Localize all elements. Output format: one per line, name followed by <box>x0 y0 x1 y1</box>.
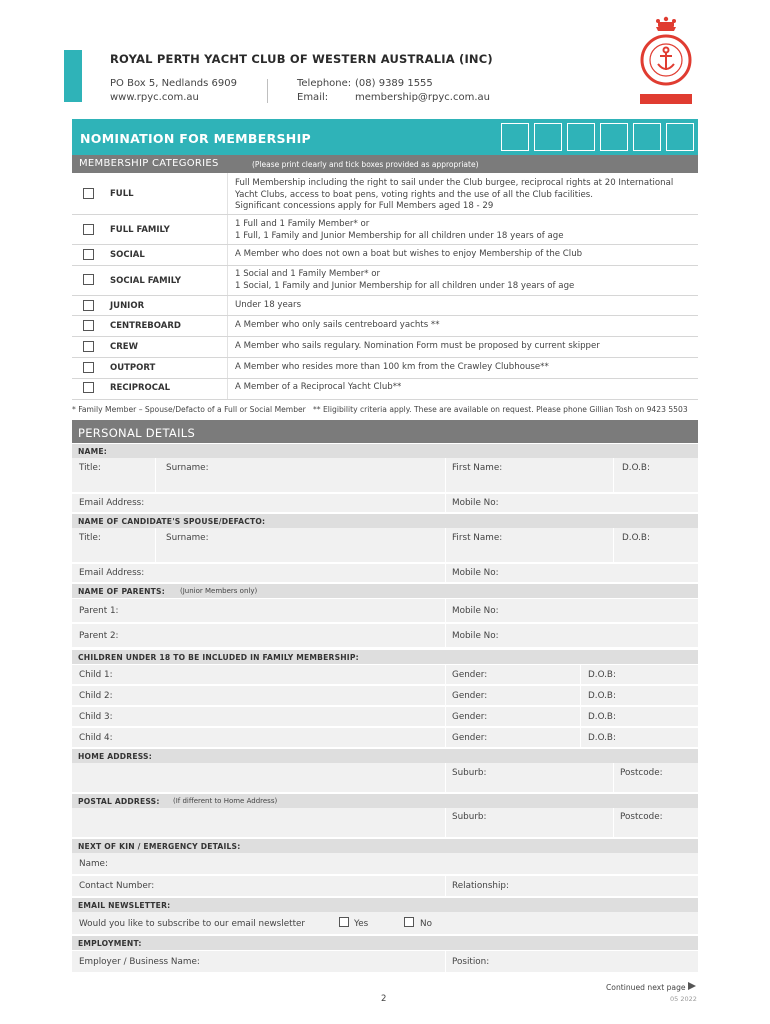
membership-categories-header <box>72 155 698 173</box>
category-row-junior <box>72 296 698 316</box>
category-desc: A Member who does not own a boat but wishes to enjoy Membership of the Club <box>235 249 583 259</box>
newsletter-no-checkbox[interactable] <box>404 917 414 927</box>
newsletter-yes-checkbox[interactable] <box>339 917 349 927</box>
child-row <box>72 707 698 727</box>
parent-1-field[interactable]: Parent 1: <box>79 606 119 616</box>
office-box[interactable] <box>501 123 529 151</box>
category-checkbox-full-family[interactable] <box>83 224 94 235</box>
spouse-section-label: NAME OF CANDIDATE'S SPOUSE/DEFACTO: <box>72 514 698 528</box>
child-4-field[interactable]: Child 4: <box>79 733 113 743</box>
kin-name-field[interactable]: Name: <box>79 859 108 869</box>
child-3-field[interactable]: Child 3: <box>79 712 113 722</box>
postal-address-section-label: POSTAL ADDRESS: (If different to Home Address) <box>72 794 698 808</box>
postal-suburb-field[interactable]: Suburb: <box>445 808 613 837</box>
spouse-surname-field[interactable]: Surname: <box>155 528 445 562</box>
postal-address-field[interactable] <box>72 808 445 837</box>
office-box[interactable] <box>600 123 628 151</box>
home-suburb-field[interactable]: Suburb: <box>445 763 613 792</box>
kin-name-row <box>72 853 698 875</box>
category-footnote-2: ** Eligibility criteria apply. These are available on request. Please phone Gillian Tosh on 9423 5503 <box>313 405 688 414</box>
category-checkbox-outport[interactable] <box>83 362 94 373</box>
office-box[interactable] <box>534 123 562 151</box>
spouse-email-field[interactable]: Email Address: <box>79 568 145 578</box>
category-desc: A Member who resides more than 100 km from the Crawley Clubhouse** <box>235 362 549 372</box>
category-desc: Under 18 years <box>235 300 302 310</box>
continued-next-page: Continued next page <box>606 983 686 992</box>
home-postcode-field[interactable]: Postcode: <box>613 763 698 792</box>
employment-row <box>72 951 698 973</box>
parents-section-label: NAME OF PARENTS: (Junior Members only) <box>72 584 698 598</box>
category-checkbox-social[interactable] <box>83 249 94 260</box>
category-row-reciprocal <box>72 379 698 400</box>
newsletter-yes-label: Yes <box>354 919 369 929</box>
child-3-gender-field[interactable]: Gender: <box>445 707 580 726</box>
category-name: OUTPORT <box>110 363 156 373</box>
newsletter-section-label: EMAIL NEWSLETTER: <box>72 898 698 912</box>
category-desc: 1 Social and 1 Family Member* or 1 Social, 1 Family and Junior Membership for all children under 18 years of age <box>235 269 575 291</box>
child-1-field[interactable]: Child 1: <box>79 670 113 680</box>
employment-section-label: EMPLOYMENT: <box>72 936 698 950</box>
header-divider <box>267 79 268 103</box>
child-2-field[interactable]: Child 2: <box>79 691 113 701</box>
office-box[interactable] <box>633 123 661 151</box>
email-label: Email: <box>297 92 329 103</box>
child-2-dob-field[interactable]: D.O.B: <box>580 686 698 705</box>
crest-band <box>640 94 692 104</box>
category-name: CREW <box>110 342 138 352</box>
kin-section-label: NEXT OF KIN / EMERGENCY DETAILS: <box>72 839 698 853</box>
arrow-right-icon <box>688 982 696 990</box>
child-2-gender-field[interactable]: Gender: <box>445 686 580 705</box>
telephone-value: (08) 9389 1555 <box>355 78 433 89</box>
spouse-name-row <box>72 528 698 563</box>
title-field[interactable]: Title: <box>79 463 101 473</box>
category-desc: 1 Full and 1 Family Member* or 1 Full, 1 Family and Junior Membership for all children under 18 years of age <box>235 219 564 241</box>
parent-1-row <box>72 599 698 623</box>
category-desc: A Member who sails regulary. Nomination Form must be proposed by current skipper <box>235 341 600 351</box>
header-accent-bar <box>64 50 82 102</box>
home-address-row <box>72 763 698 793</box>
home-address-section-label: HOME ADDRESS: <box>72 749 698 763</box>
category-name: CENTREBOARD <box>110 321 181 331</box>
office-box[interactable] <box>567 123 595 151</box>
category-checkbox-social-family[interactable] <box>83 274 94 285</box>
personal-details-header <box>72 420 698 443</box>
website-link[interactable]: www.rpyc.com.au <box>110 92 199 103</box>
mobile-field[interactable]: Mobile No: <box>445 494 698 512</box>
kin-contact-row <box>72 876 698 897</box>
category-name: SOCIAL <box>110 250 145 260</box>
category-checkbox-centreboard[interactable] <box>83 320 94 331</box>
form-version: 05 2022 <box>670 995 697 1003</box>
anchor-icon <box>658 48 674 71</box>
spouse-first-name-field[interactable]: First Name: <box>445 528 613 562</box>
name-section-label: NAME: <box>72 444 698 458</box>
surname-field[interactable]: Surname: <box>155 458 445 492</box>
personal-details-title: PERSONAL DETAILS <box>78 426 196 440</box>
nomination-header <box>72 119 698 155</box>
membership-categories-title: MEMBERSHIP CATEGORIES <box>79 158 219 169</box>
category-name: JUNIOR <box>110 301 145 311</box>
parent-1-mobile-field[interactable]: Mobile No: <box>445 599 698 622</box>
postal-address-row <box>72 808 698 838</box>
spouse-mobile-field[interactable]: Mobile No: <box>445 564 698 582</box>
candidate-contact-row <box>72 494 698 513</box>
club-crest-logo <box>634 16 698 106</box>
kin-contact-field[interactable]: Contact Number: <box>79 881 155 891</box>
category-row-full-family <box>72 215 698 245</box>
child-1-gender-field[interactable]: Gender: <box>445 665 580 684</box>
child-row <box>72 665 698 685</box>
parent-2-field[interactable]: Parent 2: <box>79 631 119 641</box>
po-box: PO Box 5, Nedlands 6909 <box>110 78 237 89</box>
parent-2-row <box>72 624 698 648</box>
child-4-dob-field[interactable]: D.O.B: <box>580 728 698 747</box>
first-name-field[interactable]: First Name: <box>445 458 613 492</box>
spouse-title-field[interactable]: Title: <box>79 533 101 543</box>
category-row-social <box>72 245 698 266</box>
spouse-dob-field[interactable]: D.O.B: <box>613 528 698 562</box>
nomination-title: NOMINATION FOR MEMBERSHIP <box>80 131 311 146</box>
child-row <box>72 686 698 706</box>
newsletter-question: Would you like to subscribe to our email newsletter <box>79 919 306 929</box>
category-desc: A Member who only sails centreboard yachts ** <box>235 320 440 330</box>
telephone-label: Telephone: <box>297 78 352 89</box>
candidate-name-row <box>72 458 698 493</box>
children-section-label: CHILDREN UNDER 18 TO BE INCLUDED IN FAMILY MEMBERSHIP: <box>72 650 698 664</box>
category-name: FULL <box>110 189 134 199</box>
category-row-outport <box>72 358 698 379</box>
category-desc: A Member of a Reciprocal Yacht Club** <box>235 382 402 392</box>
child-row <box>72 728 698 748</box>
postal-postcode-field[interactable]: Postcode: <box>613 808 698 837</box>
crown-icon <box>656 17 676 31</box>
employer-field[interactable]: Employer / Business Name: <box>79 957 200 967</box>
child-3-dob-field[interactable]: D.O.B: <box>580 707 698 726</box>
office-use-boxes <box>501 123 694 151</box>
club-name: ROYAL PERTH YACHT CLUB OF WESTERN AUSTRALIA (INC) <box>110 52 493 66</box>
category-row-crew <box>72 337 698 358</box>
membership-categories-note: (Please print clearly and tick boxes provided as appropriate) <box>252 160 479 169</box>
dob-field[interactable]: D.O.B: <box>613 458 698 492</box>
category-name: RECIPROCAL <box>110 383 170 393</box>
home-address-field[interactable] <box>72 763 445 792</box>
position-field[interactable]: Position: <box>445 951 698 972</box>
category-checkbox-full[interactable] <box>83 188 94 199</box>
newsletter-row <box>72 912 698 935</box>
category-row-full <box>72 173 698 215</box>
office-box[interactable] <box>666 123 694 151</box>
category-name: FULL FAMILY <box>110 225 170 235</box>
category-footnote-1: * Family Member – Spouse/Defacto of a Full or Social Member <box>72 405 306 414</box>
category-checkbox-crew[interactable] <box>83 341 94 352</box>
spouse-contact-row <box>72 564 698 583</box>
child-1-dob-field[interactable]: D.O.B: <box>580 665 698 684</box>
parent-2-mobile-field[interactable]: Mobile No: <box>445 624 698 647</box>
page-number: 2 <box>381 994 387 1004</box>
newsletter-no-label: No <box>420 919 432 929</box>
kin-relationship-field[interactable]: Relationship: <box>445 876 698 896</box>
category-name: SOCIAL FAMILY <box>110 276 181 286</box>
email-address-field[interactable]: Email Address: <box>79 498 145 508</box>
category-row-social-family <box>72 266 698 296</box>
email-link[interactable]: membership@rpyc.com.au <box>355 92 490 103</box>
category-row-centreboard <box>72 316 698 337</box>
category-checkbox-reciprocal[interactable] <box>83 382 94 393</box>
category-checkbox-junior[interactable] <box>83 300 94 311</box>
child-4-gender-field[interactable]: Gender: <box>445 728 580 747</box>
category-desc: Full Membership including the right to sail under the Club burgee, reciprocal rights at 20 International Yacht Clubs, access to boat pens, voting rights and the use of all the Club facilities. Significant concessions apply for Full Members aged 18 - 29 <box>235 178 674 211</box>
